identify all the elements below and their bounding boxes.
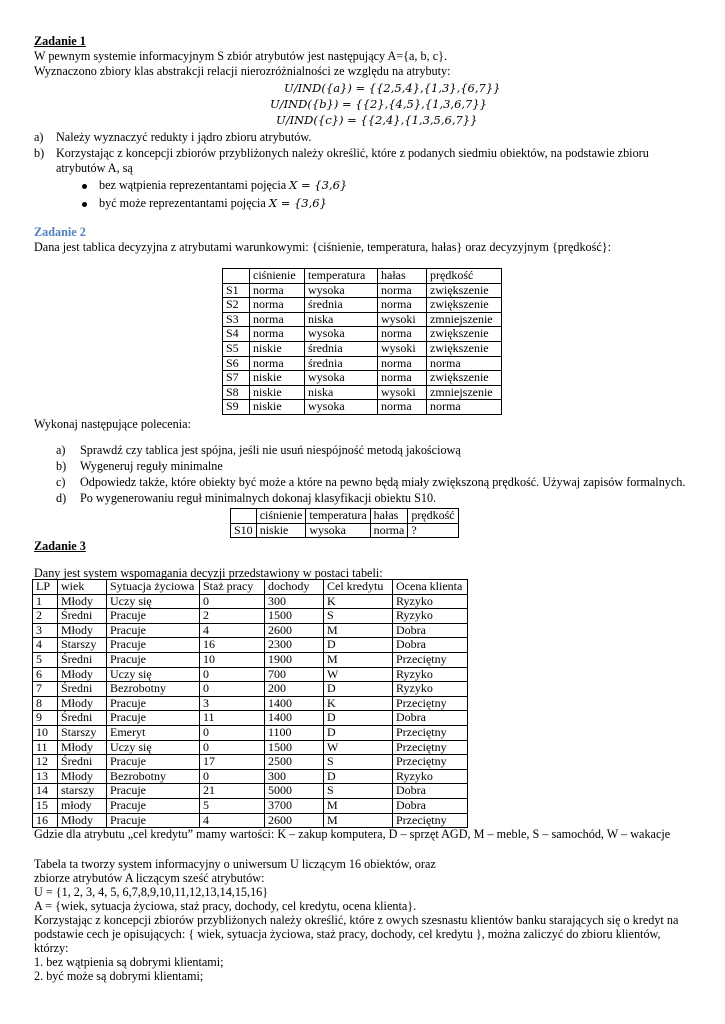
task1-bullet-2 bbox=[82, 196, 327, 211]
item-text: Odpowiedz także, które obiekty być może a które na pewno będą miały zwiększoną prędkość. Używaj zapisów formalnych. bbox=[80, 475, 686, 489]
cell: norma bbox=[250, 298, 305, 313]
cell: 6 bbox=[33, 667, 58, 682]
cell: norma bbox=[250, 312, 305, 327]
table-row bbox=[223, 327, 502, 342]
cell: S1 bbox=[223, 283, 250, 298]
cell: Przeciętny bbox=[393, 740, 468, 755]
cell: M bbox=[324, 623, 393, 638]
cell: Uczy się bbox=[107, 740, 200, 755]
cell: starszy bbox=[58, 784, 107, 799]
cell: 5 bbox=[200, 798, 265, 813]
cell: 8 bbox=[33, 696, 58, 711]
header-cell: prędkość bbox=[427, 269, 502, 284]
cell: Pracuje bbox=[107, 784, 200, 799]
bullet-dot-icon bbox=[82, 184, 87, 189]
cell: Ryzyko bbox=[393, 769, 468, 784]
cell: Dobra bbox=[393, 798, 468, 813]
credit-table bbox=[32, 579, 468, 828]
cell: Uczy się bbox=[107, 667, 200, 682]
task2-item-b bbox=[56, 459, 223, 474]
cell: średnia bbox=[305, 298, 378, 313]
cell: 14 bbox=[33, 784, 58, 799]
header-cell: temperatura bbox=[305, 269, 378, 284]
table-row bbox=[33, 711, 468, 726]
cell: K bbox=[324, 696, 393, 711]
cell: Pracuje bbox=[107, 813, 200, 828]
header-cell: ciśnienie bbox=[256, 509, 306, 524]
item-label: d) bbox=[56, 491, 67, 505]
task3-p3: U = {1, 2, 3, 4, 5, 6,7,8,9,10,11,12,13,14,15,16} bbox=[34, 885, 269, 899]
header-cell: Cel kredytu bbox=[324, 580, 393, 595]
cell: 4 bbox=[200, 623, 265, 638]
task1-equation-a: U/IND({a}) = {{2,5,4},{1,3},{6,7}} bbox=[284, 81, 501, 95]
cell: 16 bbox=[33, 813, 58, 828]
cell: Młody bbox=[58, 813, 107, 828]
task1-equation-c: U/IND({c}) = {{2,4},{1,3,5,6,7}} bbox=[276, 113, 478, 127]
cell: 17 bbox=[200, 755, 265, 770]
task1-b-text2: atrybutów A, są bbox=[56, 161, 133, 175]
cell: Pracuje bbox=[107, 652, 200, 667]
cell: norma bbox=[427, 400, 502, 415]
cell: Uczy się bbox=[107, 594, 200, 609]
cell: K bbox=[324, 594, 393, 609]
cell: niska bbox=[305, 312, 378, 327]
cell: Dobra bbox=[393, 711, 468, 726]
cell: 0 bbox=[200, 725, 265, 740]
cell: norma bbox=[427, 356, 502, 371]
cell: 2 bbox=[33, 609, 58, 624]
cell: Dobra bbox=[393, 623, 468, 638]
s10-row bbox=[231, 523, 459, 538]
cell: norma bbox=[370, 523, 408, 538]
task3-p4: A = {wiek, sytuacja życiowa, staż pracy, dochody, cel kredytu, ocena klienta}. bbox=[34, 899, 417, 913]
task3-p2: zbiorze atrybutów A liczącym sześć atrybutów: bbox=[34, 871, 265, 885]
cell: 1400 bbox=[265, 711, 324, 726]
task3-p7: którzy: bbox=[34, 941, 69, 955]
task2-tasks-intro: Wykonaj następujące polecenia: bbox=[34, 417, 191, 431]
task1-b-label: b) bbox=[34, 146, 45, 160]
cell: Przeciętny bbox=[393, 696, 468, 711]
cell: Bezrobotny bbox=[107, 769, 200, 784]
task3-p5: Korzystając z koncepcji zbiorów przybliżonych należy określić, które z owych szesnastu klientów banku starających się o kredyt na bbox=[34, 913, 679, 927]
task2-item-a bbox=[56, 443, 461, 458]
cell: zwiększenie bbox=[427, 341, 502, 356]
cell: 16 bbox=[200, 638, 265, 653]
cell: Przeciętny bbox=[393, 652, 468, 667]
table-row bbox=[223, 356, 502, 371]
cell: Dobra bbox=[393, 638, 468, 653]
cell: 3 bbox=[200, 696, 265, 711]
table-row bbox=[223, 283, 502, 298]
s10-header bbox=[231, 509, 459, 524]
table-row bbox=[33, 667, 468, 682]
item-label: b) bbox=[56, 459, 67, 473]
bullet-dot-icon bbox=[82, 202, 87, 207]
item-label: a) bbox=[56, 443, 66, 457]
cell: S9 bbox=[223, 400, 250, 415]
task1-title: Zadanie 1 bbox=[34, 34, 86, 48]
cell: niska bbox=[305, 385, 378, 400]
cell: wysoki bbox=[378, 341, 427, 356]
cell: 5000 bbox=[265, 784, 324, 799]
cell: S bbox=[324, 755, 393, 770]
cell: Pracuje bbox=[107, 609, 200, 624]
cell: S4 bbox=[223, 327, 250, 342]
item-label: c) bbox=[56, 475, 66, 489]
cell: Młody bbox=[58, 594, 107, 609]
cell: D bbox=[324, 711, 393, 726]
cell: 13 bbox=[33, 769, 58, 784]
cell: Średni bbox=[58, 755, 107, 770]
cell: S8 bbox=[223, 385, 250, 400]
cell: niskie bbox=[250, 385, 305, 400]
cell: 12 bbox=[33, 755, 58, 770]
task1-line2: Wyznaczono zbiory klas abstrakcji relacji nierozróżnialności ze względu na atrybuty: bbox=[34, 64, 451, 78]
item-text: Po wygenerowaniu reguł minimalnych dokonaj klasyfikacji obiektu S10. bbox=[80, 491, 437, 505]
table-row bbox=[33, 725, 468, 740]
cell: wysoka bbox=[305, 283, 378, 298]
cell: S bbox=[324, 609, 393, 624]
header-cell: ciśnienie bbox=[250, 269, 305, 284]
cell: Pracuje bbox=[107, 696, 200, 711]
cell: 1900 bbox=[265, 652, 324, 667]
item-text: Wygeneruj reguły minimalne bbox=[80, 459, 223, 473]
cell: S6 bbox=[223, 356, 250, 371]
cell: S5 bbox=[223, 341, 250, 356]
cell: norma bbox=[250, 356, 305, 371]
cell: M bbox=[324, 652, 393, 667]
cell: Pracuje bbox=[107, 711, 200, 726]
header-cell: temperatura bbox=[306, 509, 370, 524]
cell: 3700 bbox=[265, 798, 324, 813]
cell: Średni bbox=[58, 711, 107, 726]
cell: 2600 bbox=[265, 813, 324, 828]
cell: Średni bbox=[58, 609, 107, 624]
cell: D bbox=[324, 769, 393, 784]
cell: W bbox=[324, 667, 393, 682]
cell: S2 bbox=[223, 298, 250, 313]
cell: 1 bbox=[33, 594, 58, 609]
cell: 2500 bbox=[265, 755, 324, 770]
cell: Pracuje bbox=[107, 623, 200, 638]
cell: Przeciętny bbox=[393, 813, 468, 828]
cell: 4 bbox=[200, 813, 265, 828]
cell: Młody bbox=[58, 667, 107, 682]
item-text: Sprawdź czy tablica jest spójna, jeśli nie usuń niespójność metodą jakościową bbox=[80, 443, 461, 457]
cell: zmniejszenie bbox=[427, 312, 502, 327]
cell: Średni bbox=[58, 682, 107, 697]
table-row bbox=[33, 609, 468, 624]
cell: 0 bbox=[200, 594, 265, 609]
task1-a-text: Należy wyznaczyć redukty i jądro zbioru atrybutów. bbox=[56, 130, 312, 144]
cell: wysoka bbox=[305, 371, 378, 386]
cell: Pracuje bbox=[107, 755, 200, 770]
task1-equation-b: U/IND({b}) = {{2},{4,5},{1,3,6,7}} bbox=[270, 97, 487, 111]
cell: ? bbox=[408, 523, 458, 538]
cell: 700 bbox=[265, 667, 324, 682]
task3-p8: 1. bez wątpienia są dobrymi klientami; bbox=[34, 955, 224, 969]
cell: S bbox=[324, 784, 393, 799]
cell: niskie bbox=[250, 341, 305, 356]
table-row bbox=[223, 312, 502, 327]
table-row bbox=[33, 784, 468, 799]
cell: Bezrobotny bbox=[107, 682, 200, 697]
cell: wysoka bbox=[305, 327, 378, 342]
table-row bbox=[33, 813, 468, 828]
cell: 10 bbox=[200, 652, 265, 667]
cell: S10 bbox=[231, 523, 257, 538]
cell: niskie bbox=[250, 371, 305, 386]
cell: 9 bbox=[33, 711, 58, 726]
cell: 300 bbox=[265, 594, 324, 609]
cell: 0 bbox=[200, 682, 265, 697]
task1-a-label: a) bbox=[34, 130, 44, 144]
cell: Starszy bbox=[58, 725, 107, 740]
cell: norma bbox=[378, 298, 427, 313]
table-row bbox=[223, 371, 502, 386]
cell: średnia bbox=[305, 341, 378, 356]
cell: 11 bbox=[200, 711, 265, 726]
cell: Młody bbox=[58, 696, 107, 711]
table-row bbox=[33, 696, 468, 711]
task3-title: Zadanie 3 bbox=[34, 539, 86, 553]
header-cell: Staż pracy bbox=[200, 580, 265, 595]
cell: norma bbox=[250, 327, 305, 342]
cell: norma bbox=[378, 283, 427, 298]
cell: Ryzyko bbox=[393, 594, 468, 609]
header-cell: wiek bbox=[58, 580, 107, 595]
task3-legend: Gdzie dla atrybutu „cel kredytu” mamy wartości: K – zakup komputera, D – sprzęt AGD, M – meble, S – samochód, W – wakacje bbox=[34, 827, 671, 841]
cell: Młody bbox=[58, 740, 107, 755]
header-cell: hałas bbox=[378, 269, 427, 284]
cell: wysoka bbox=[305, 400, 378, 415]
cell: zwiększenie bbox=[427, 327, 502, 342]
table-row bbox=[33, 798, 468, 813]
table-row bbox=[223, 400, 502, 415]
cell: 1500 bbox=[265, 740, 324, 755]
cell: niskie bbox=[250, 400, 305, 415]
cell: S3 bbox=[223, 312, 250, 327]
cell: niskie bbox=[256, 523, 306, 538]
cell: Ryzyko bbox=[393, 667, 468, 682]
bullet-2-math: X = {3,6} bbox=[268, 196, 327, 210]
header-cell: Ocena klienta bbox=[393, 580, 468, 595]
cell: 1400 bbox=[265, 696, 324, 711]
cell: wysoka bbox=[306, 523, 370, 538]
cell: Przeciętny bbox=[393, 755, 468, 770]
cell: 4 bbox=[33, 638, 58, 653]
table-row bbox=[33, 594, 468, 609]
header-cell: dochody bbox=[265, 580, 324, 595]
task3-intro: Dany jest system wspomagania decyzji przedstawiony w postaci tabeli: bbox=[34, 566, 383, 580]
cell: 0 bbox=[200, 769, 265, 784]
cell: norma bbox=[378, 400, 427, 415]
table-row bbox=[33, 682, 468, 697]
cell: średnia bbox=[305, 356, 378, 371]
bullet-1-math: X = {3,6} bbox=[289, 178, 348, 192]
task2-title: Zadanie 2 bbox=[34, 225, 86, 239]
task3-p6: podstawie cech je opisujących: { wiek, sytuacja życiowa, staż pracy, dochody, cel kredytu }, można zaliczyć do zbioru klientów, bbox=[34, 927, 661, 941]
cell: wysoki bbox=[378, 385, 427, 400]
cell: D bbox=[324, 682, 393, 697]
table-row bbox=[33, 755, 468, 770]
cell: młody bbox=[58, 798, 107, 813]
cell: norma bbox=[378, 356, 427, 371]
cell: S7 bbox=[223, 371, 250, 386]
cell: norma bbox=[378, 327, 427, 342]
cell: 2 bbox=[200, 609, 265, 624]
header-cell: prędkość bbox=[408, 509, 458, 524]
table-row bbox=[33, 638, 468, 653]
cell: 7 bbox=[33, 682, 58, 697]
cell: norma bbox=[378, 371, 427, 386]
cell: D bbox=[324, 638, 393, 653]
cell: 3 bbox=[33, 623, 58, 638]
cell: 21 bbox=[200, 784, 265, 799]
bullet-2-text: być może reprezentantami pojęcia bbox=[99, 196, 266, 210]
credit-table-header bbox=[33, 580, 468, 595]
cell: zwiększenie bbox=[427, 298, 502, 313]
cell: M bbox=[324, 813, 393, 828]
cell: norma bbox=[250, 283, 305, 298]
cell: 200 bbox=[265, 682, 324, 697]
table-row bbox=[33, 740, 468, 755]
cell: Ryzyko bbox=[393, 609, 468, 624]
table-row bbox=[223, 298, 502, 313]
task2-item-c bbox=[56, 475, 686, 490]
cell: 2600 bbox=[265, 623, 324, 638]
task2-item-d bbox=[56, 491, 437, 506]
table-row bbox=[223, 385, 502, 400]
cell: 2300 bbox=[265, 638, 324, 653]
cell: 1100 bbox=[265, 725, 324, 740]
table-row bbox=[33, 623, 468, 638]
task1-b-text1: Korzystając z koncepcji zbiorów przybliżonych należy określić, które z podanych siedmiu obiektów, na podstawie zbioru bbox=[56, 146, 649, 160]
cell: Ryzyko bbox=[393, 682, 468, 697]
cell: Emeryt bbox=[107, 725, 200, 740]
task3-p9: 2. być może są dobrymi klientami; bbox=[34, 969, 204, 983]
cell: Pracuje bbox=[107, 638, 200, 653]
cell: zwiększenie bbox=[427, 283, 502, 298]
cell: Młody bbox=[58, 769, 107, 784]
cell: 10 bbox=[33, 725, 58, 740]
header-cell: hałas bbox=[370, 509, 408, 524]
task3-p1: Tabela ta tworzy system informacyjny o uniwersum U liczącym 16 obiektów, oraz bbox=[34, 857, 436, 871]
header-cell bbox=[231, 509, 257, 524]
table-row bbox=[33, 652, 468, 667]
cell: Przeciętny bbox=[393, 725, 468, 740]
cell: M bbox=[324, 798, 393, 813]
cell: Starszy bbox=[58, 638, 107, 653]
cell: wysoki bbox=[378, 312, 427, 327]
cell: 11 bbox=[33, 740, 58, 755]
header-cell: LP bbox=[33, 580, 58, 595]
s10-table bbox=[230, 508, 459, 538]
task1-line1: W pewnym systemie informacyjnym S zbiór atrybutów jest następujący A={a, b, c}. bbox=[34, 49, 447, 63]
decision-table bbox=[222, 268, 502, 415]
cell: 0 bbox=[200, 740, 265, 755]
bullet-1-text: bez wątpienia reprezentantami pojęcia bbox=[99, 178, 287, 192]
cell: 300 bbox=[265, 769, 324, 784]
cell: Dobra bbox=[393, 784, 468, 799]
cell: Średni bbox=[58, 652, 107, 667]
table-row bbox=[223, 341, 502, 356]
task1-bullet-1 bbox=[82, 178, 347, 193]
cell: Pracuje bbox=[107, 798, 200, 813]
cell: 0 bbox=[200, 667, 265, 682]
header-cell: Sytuacja życiowa bbox=[107, 580, 200, 595]
table-row bbox=[33, 769, 468, 784]
cell: D bbox=[324, 725, 393, 740]
decision-table-header bbox=[223, 269, 502, 284]
task2-intro: Dana jest tablica decyzyjna z atrybutami warunkowymi: {ciśnienie, temperatura, hałas} oraz decyzyjnym {prędkość}: bbox=[34, 240, 612, 254]
header-cell bbox=[223, 269, 250, 284]
cell: 1500 bbox=[265, 609, 324, 624]
cell: zmniejszenie bbox=[427, 385, 502, 400]
cell: Młody bbox=[58, 623, 107, 638]
cell: 15 bbox=[33, 798, 58, 813]
cell: zwiększenie bbox=[427, 371, 502, 386]
cell: W bbox=[324, 740, 393, 755]
cell: 5 bbox=[33, 652, 58, 667]
